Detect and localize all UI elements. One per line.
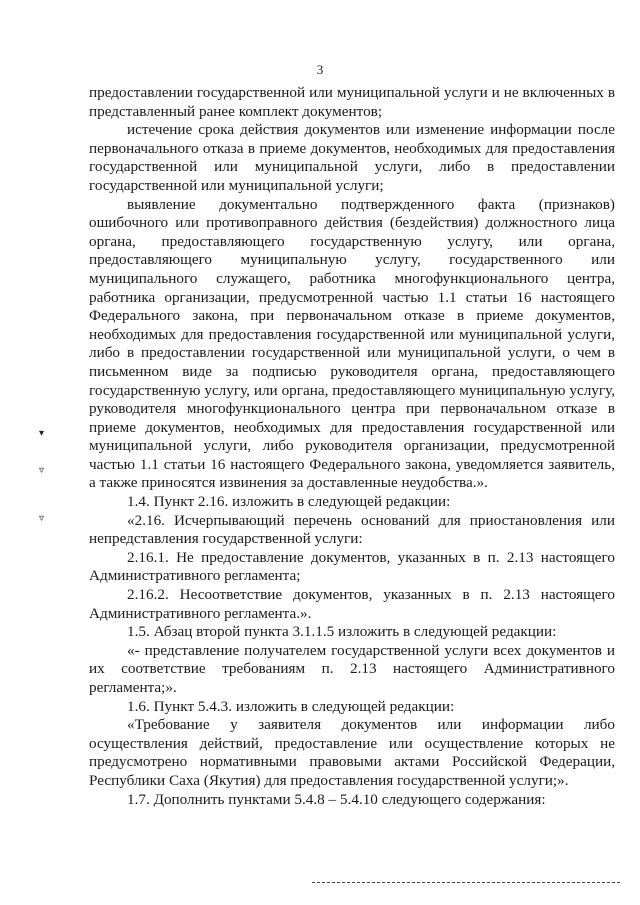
- paragraph: 1.6. Пункт 5.4.3. изложить в следующей редакции:: [127, 697, 455, 715]
- paragraph: «Требование у заявителя документов или информации либо осуществления действий, предоставление или осуществление которых не предусмотрено нормативными правовыми актами Российской Федерации, Республики Саха (Якутия) для предоставления государственной услуги;».: [89, 716, 615, 789]
- paragraph: 2.16.2. Несоответствие документов, указанных в п. 2.13 настоящего Административного регламента.».: [89, 586, 615, 622]
- scan-mark: ▾: [39, 428, 45, 439]
- paragraph: 1.5. Абзац второй пункта 3.1.1.5 изложить в следующей редакции:: [127, 623, 557, 641]
- paragraph: «- представление получателем государственной услуги всех документов и их соответствие требованиям п. 2.13 настоящего Административного регламента;».: [89, 641, 615, 696]
- scan-mark: ▿: [39, 513, 45, 524]
- footer-rule: [312, 882, 620, 883]
- paragraph: «2.16. Исчерпывающий перечень оснований для приостановления или непредставления государственной услуги:: [89, 511, 615, 548]
- paragraph: 2.16.1. Не предоставление документов, указанных в п. 2.13 настоящего Административного регламента;: [89, 548, 615, 585]
- paragraph: истечение срока действия документов или изменение информации после первоначального отказа в приеме документов, необходимых для предоставления государственной или муниципальной услуги, либо в предоставлении государственной или муниципальной услуги;: [89, 121, 615, 194]
- paragraph: 1.7. Дополнить пунктами 5.4.8 – 5.4.10 следующего содержания:: [127, 790, 546, 808]
- page-number: 3: [316, 62, 324, 77]
- paragraph: предоставлении государственной или муниципальной услуги и не включенных в представленный ранее комплект документов;: [89, 84, 615, 120]
- paragraph: выявление документально подтвержденного факта (признаков) ошибочного или противоправного действия (бездействия) должностного лица органа, предоставляющего государственную услугу, или органа, предоставляющего муниципальную услугу, государственного или муниципального служащего, работника многофункционального центра, работника организации, предусмотренной частью 1.1 статьи 16 настоящего Федерального закона, при первоначальном отказе в приеме документов, необходимых для предоставления государственной или муниципальной услуги, либо в предоставлении государственной или муниципальной услуги, о чем в письменном виде за подписью руководителя органа, предоставляющего государственную услугу, или органа, предоставляющего муниципальную услугу, руководителя многофункционального центра при первоначальном отказе в приеме документов, необходимых для предоставления государственной или муниципальной услуги, либо руководителя организации, предусмотренной частью 1.1 статьи 16 настоящего Федерального закона, уведомляется заявитель, а также приносятся извинения за доставленные неудобства.».: [89, 195, 615, 492]
- scan-mark: ▿: [39, 465, 45, 476]
- paragraph: 1.4. Пункт 2.16. изложить в следующей редакции:: [127, 493, 451, 511]
- document-body: [89, 84, 615, 809]
